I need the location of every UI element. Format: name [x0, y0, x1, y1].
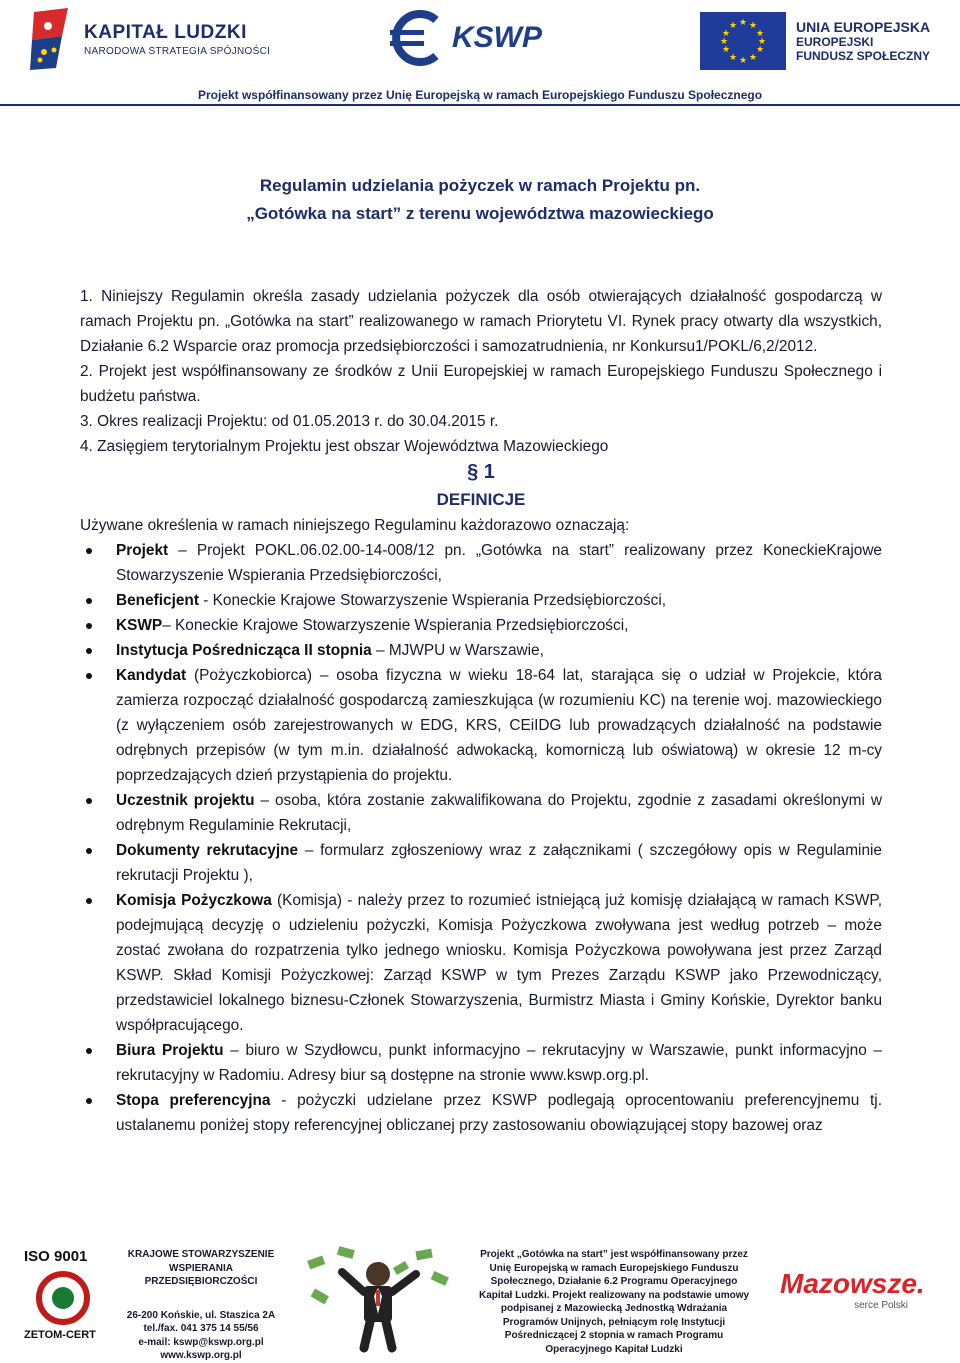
cert-label: ZETOM-CERT [24, 1329, 96, 1341]
email: e-mail: kswp@kswp.org.pl [138, 1336, 264, 1348]
definition-item [80, 538, 882, 588]
mazowsze-wordmark: Mazowsze. [780, 1268, 925, 1299]
section-symbol: § 1 [467, 461, 495, 483]
kswp-name: KSWP [452, 21, 542, 54]
funding-line: Kapitał Ludzki. Projekt realizowany na podstawie umowy [478, 1289, 750, 1301]
definition-item [80, 1088, 882, 1138]
iso-certificate-logo [24, 1248, 116, 1341]
definitions-list [80, 538, 882, 1138]
definition-item [80, 588, 882, 613]
address: 26-200 Końskie, ul. Staszica 2A [126, 1309, 276, 1321]
point-1: 1. Niniejszy Regulamin określa zasady udzielania pożyczek dla osób otwierających działalność gospodarczą w ramach Projektu pn. „Gotówka na start” realizowanego w ramach Priorytetu VI. Rynek pracy otwarty dla wszystkich, Działanie 6.2 Wsparcie oraz promocja przedsiębiorczości i samozatrudnienia, nr Konkursu1/POKL/6,2/2012. [80, 288, 882, 355]
definition-text: - pożyczki udzielane przez KSWP podlegają oprocentowaniu preferencyjnemu tj. ustalanemu poniżej stopy referencyjnej obliczanej przy zastosowaniu obowiązującej stopy bazowej oraz [116, 1092, 882, 1134]
point-3: 3. Okres realizacji Projektu: od 01.05.2013 r. do 30.04.2015 r. [80, 413, 499, 430]
money-man-illustration [298, 1244, 458, 1356]
definition-item [80, 1038, 882, 1088]
org-name-line1: KRAJOWE STOWARZYSZENIE [127, 1249, 275, 1260]
definition-term: Projekt [116, 542, 169, 559]
funding-line: Pośredniczącej 2 stopnia w ramach Programu [504, 1330, 724, 1341]
definition-text: – formularz zgłoszeniowy wraz z załącznikami ( szczegółowy opis w Regulaminie rekrutacji Projektu ), [116, 842, 882, 884]
funding-line: Programów Unijnych, pełniącym rolę Instytucji [502, 1316, 726, 1328]
mazowsze-tagline: serce Polski [854, 1300, 908, 1311]
definition-term: KSWP [116, 617, 163, 634]
definition-term: Biura Projektu [116, 1042, 224, 1059]
definition-term: Stopa preferencyjna [116, 1092, 271, 1109]
cofinance-note: Projekt współfinansowany przez Unię Europejską w ramach Europejskiego Funduszu Społecznego [197, 88, 763, 102]
document-title-line2: „Gotówka na start” z terenu województwa mazowieckiego [246, 204, 714, 223]
definition-item [80, 788, 882, 838]
funding-line: Unię Europejską w ramach Europejskiego Funduszu [489, 1262, 739, 1274]
mazowsze-logo [780, 1268, 930, 1311]
ue-line2: EUROPEJSKI [796, 35, 874, 49]
definition-term: Komisja Pożyczkowa [116, 892, 272, 909]
section-heading: DEFINICJE [436, 490, 526, 509]
definition-item [80, 638, 882, 663]
definition-item [80, 663, 882, 788]
definition-item [80, 838, 882, 888]
website: www.kswp.org.pl [160, 1350, 242, 1361]
definition-text: - Koneckie Krajowe Stowarzyszenie Wspierania Przedsiębiorczości, [198, 592, 667, 609]
definition-text: (Pożyczkobiorca) – osoba fizyczna w wieku 18-64 lat, starająca się o udział w Projekcie, która zamierza rozpocząć działalność gospodarczą zamieszkująca (w rozumieniu KC) na terenie woj. mazowieckiego (z wyłączeniem osób zarejestrowanych w EDG, KRS, CEiIDG lub prowadzących działalność na podstawie odrębnych przepisów (w tym m.in. działalność adwokacką, komorniczą lub oświatową) w okresie 12 m-cy poprzedzających dzień przystąpienia do projektu. [116, 667, 882, 784]
point-4: 4. Zasięgiem terytorialnym Projektu jest obszar Województwa Mazowieckiego [80, 438, 609, 455]
definition-text: (Komisja) - należy przez to rozumieć istniejącą już komisję działającą w ramach KSWP, podejmującą decyzję o udzieleniu pożyczki, Komisja Pożyczkowa zwoływana jest według potrzeb – może zostać zwołana do rozpatrzenia tylko jednego wniosku. Komisja Pożyczkowa powoływana jest przez Zarząd KSWP. Skład Komisji Pożyczkowej: Zarząd KSWP w tym Prezes Zarządu KSWP jako Przewodniczący, przedstawiciel lokalnego biznesu-Członek Stowarzyszenia, Burmistrz Miasta i Gminy Końskie, Dyrektor banku współpracującego. [116, 892, 882, 1034]
definition-term: Kandydat [116, 667, 187, 684]
definition-term: Uczestnik projektu [116, 792, 255, 809]
eu-flag-icon: ★ ★ ★ ★ ★ ★ ★ ★ ★ ★ ★ ★ [700, 12, 786, 70]
funding-line: Projekt „Gotówka na start” jest współfinansowany przez [480, 1249, 748, 1260]
page-footer [0, 1240, 960, 1362]
intro-points [80, 284, 882, 1138]
funding-line: Operacyjnego Kapitał Ludzki [545, 1343, 683, 1355]
ue-line1: UNIA EUROPEJSKA [796, 19, 931, 35]
org-name-line2: WSPIERANIA [169, 1262, 233, 1274]
point-2: 2. Projekt jest współfinansowany ze środków z Unii Europejskiej w ramach Europejskiego Funduszu Społecznego i budżetu państwa. [80, 363, 882, 405]
project-funding-note [472, 1248, 756, 1356]
definition-item [80, 888, 882, 1038]
definition-text: – Koneckie Krajowe Stowarzyszenie Wspierania Przedsiębiorczości, [162, 617, 629, 634]
funding-line: Społecznego, Działanie 6.2 Programu Operacyjnego [490, 1276, 738, 1287]
definition-item [80, 613, 882, 638]
kl-title: KAPITAŁ LUDZKI [84, 21, 247, 43]
kswp-logo [388, 10, 542, 66]
definition-text: – Projekt POKL.06.02.00-14-008/12 pn. „Gotówka na start” realizowany przez KoneckieKrajowe Stowarzyszenie Wspierania Przedsiębiorczości, [116, 542, 882, 584]
definition-text: – osoba, która zostanie zakwalifikowana do Projektu, zgodnie z zasadami określonymi w odrębnym Regulaminie Rekrutacji, [116, 792, 882, 834]
definition-term: Dokumenty rekrutacyjne [116, 842, 299, 859]
euro-icon [388, 10, 448, 66]
header-divider [0, 104, 960, 106]
section-intro: Używane określenia w ramach niniejszego Regulaminu każdorazowo oznaczają: [80, 517, 630, 534]
ue-logo [700, 12, 930, 70]
definition-term: Beneficjent [116, 592, 199, 609]
definition-text: – MJWPU w Warszawie, [371, 642, 544, 659]
definition-text: – biuro w Szydłowcu, punkt informacyjno – rekrutacyjny w Warszawie, punkt informacyjno – rekrutacyjny w Radomiu. Adresy biur są dostępne na stronie www.kswp.org.pl. [116, 1042, 882, 1084]
funding-line: podpisanej z Mazowiecką Jednostką Wdrażania [500, 1303, 728, 1314]
iso-label: ISO 9001 [24, 1248, 88, 1265]
kapital-ludzki-logo [28, 6, 270, 72]
org-name-line3: PRZEDSIĘBIORCZOŚCI [144, 1276, 258, 1287]
zetom-cert-icon [36, 1271, 90, 1325]
page-header [0, 0, 960, 108]
organisation-contact [122, 1248, 280, 1363]
ue-line3: FUNDUSZ SPOŁECZNY [796, 49, 931, 63]
definition-term: Instytucja Pośrednicząca II stopnia [116, 642, 372, 659]
phone: tel./fax. 041 375 14 55/56 [143, 1323, 259, 1334]
document-title-line1: Regulamin udzielania pożyczek w ramach Projektu pn. [259, 176, 701, 195]
kl-subtitle: NARODOWA STRATEGIA SPÓJNOŚCI [84, 45, 271, 57]
kapital-ludzki-emblem [28, 6, 74, 72]
